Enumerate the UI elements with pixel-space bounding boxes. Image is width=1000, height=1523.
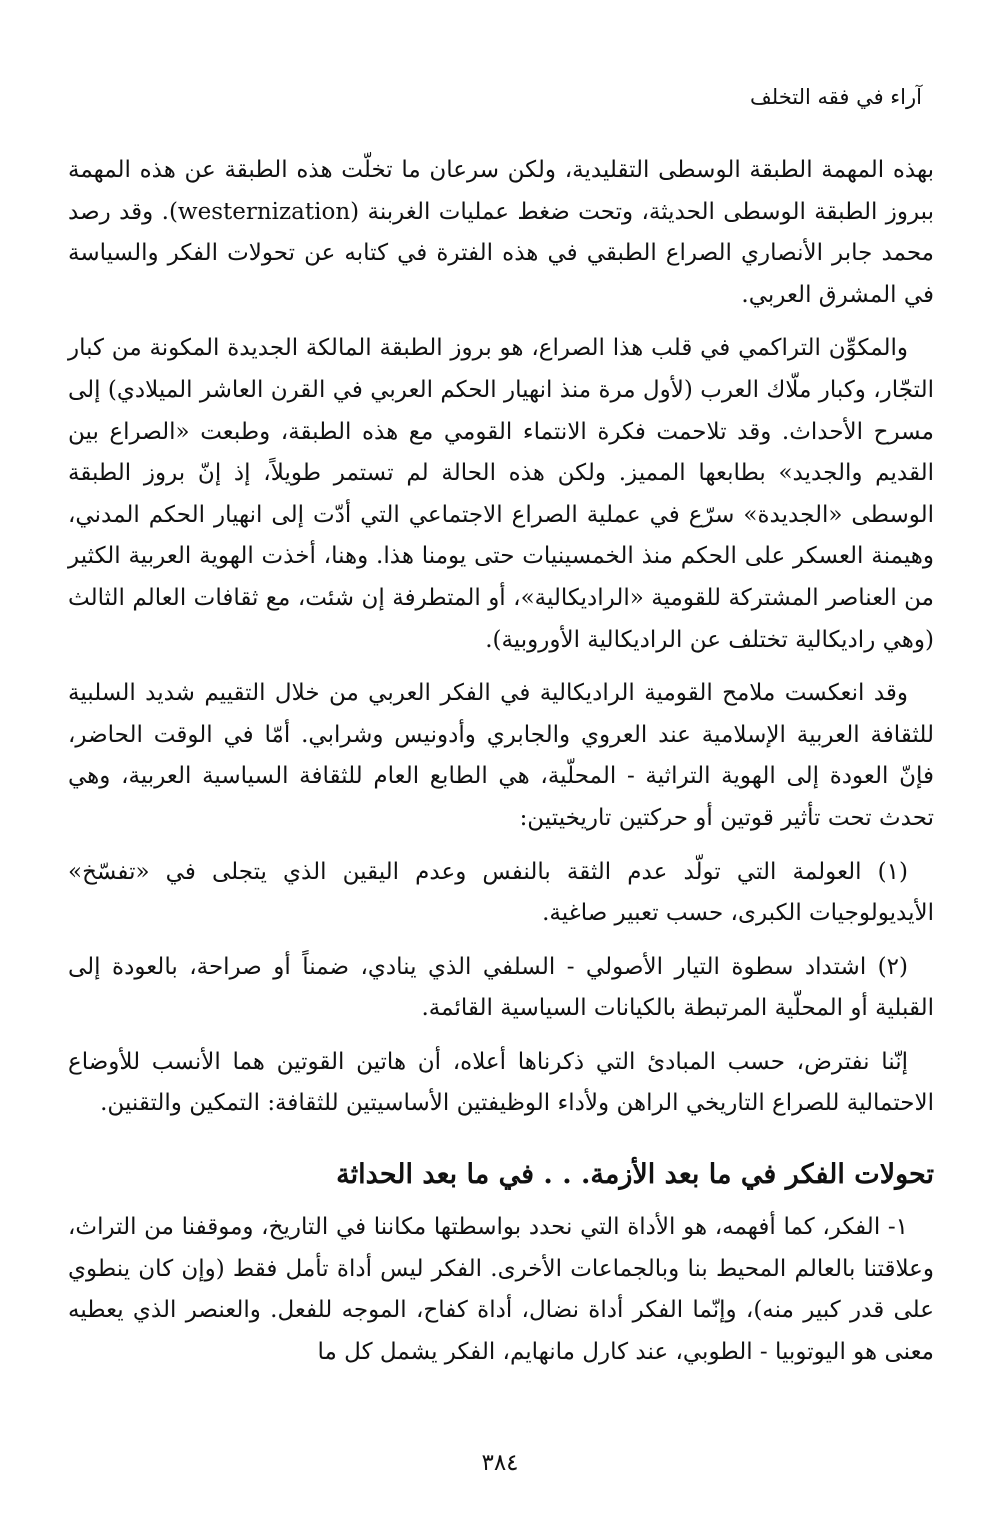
paragraph: والمكوِّن التراكمي في قلب هذا الصراع، هو بروز الطبقة المالكة الجديدة المكونة من كبار التجّار، وكبار ملّاك العرب (لأول مرة منذ انهيار الحكم العربي في القرن العاشر الميلادي) إلى مسرح الأحداث. وقد تلاحمت فكرة الانتماء القومي مع هذه الطبقة، وطبعت «الصراع بين القديم والجديد» بطابعها المميز. ولكن هذه الحالة لم تستمر طويلاً، إذ إنّ بروز الطبقة الوسطى «الجديدة» سرّع في عملية الصراع الاجتماعي التي أدّت إلى انهيار الحكم المدني، وهيمنة العسكر على الحكم منذ الخمسينيات حتى يومنا هذا. وهنا، أخذت الهوية العربية الكثير من العناصر المشتركة للقومية «الراديكالية»، أو المتطرفة إن شئت، مع ثقافات العالم الثالث (وهي راديكالية تختلف عن الراديكالية الأوروبية). <box>68 335 934 653</box>
paragraph: وقد انعكست ملامح القومية الراديكالية في الفكر العربي من خلال التقييم شديد السلبية للثقافة العربية الإسلامية عند العروي والجابري وأدونيس وشرابي. أمّا في الوقت الحاضر، فإنّ العودة إلى الهوية التراثية - المحلّية، هي الطابع العام للثقافة السياسية العربية، وهي تحدث تحت تأثير قوتين أو حركتين تاريخيتين: <box>68 680 934 831</box>
list-item-paragraph: (٢) اشتداد سطوة التيار الأصولي - السلفي الذي ينادي، ضمناً أو صراحة، بالعودة إلى القبلية أو المحلّية المرتبطة بالكيانات السياسية القائمة. <box>68 953 934 1022</box>
body-text <box>68 150 934 1385</box>
section-paragraph: ١- الفكر، كما أفهمه، هو الأداة التي نحدد بواسطتها مكاننا في التاريخ، وموقفنا من التراث، وعلاقتنا بالعالم المحيط بنا وبالجماعات الأخرى. الفكر ليس أداة تأمل فقط (وإن كان ينطوي على قدر كبير منه)، وإنّما الفكر أداة نضال، أداة كفاح، الموجه للفعل. والعنصر الذي يعطيه معنى هو اليوتوبيا - الطوبي، عند كارل مانهايم، الفكر يشمل كل ما <box>68 1214 934 1365</box>
paragraph-continuation: بهذه المهمة الطبقة الوسطى التقليدية، ولكن سرعان ما تخلّت هذه الطبقة عن هذه المهمة ببروز الطبقة الوسطى الحديثة، وتحت ضغط عمليات الغربنة (westernization). وقد رصد محمد جابر الأنصاري الصراع الطبقي في هذه الفترة في كتابه عن تحولات الفكر والسياسة في المشرق العربي. <box>68 157 934 308</box>
section-heading: تحولات الفكر في ما بعد الأزمة. . . في ما بعد الحداثة <box>336 1159 934 1191</box>
running-header: آراء في فقه التخلف <box>750 85 922 109</box>
page-number: ٣٨٤ <box>481 1450 519 1476</box>
list-item-paragraph: (١) العولمة التي تولّد عدم الثقة بالنفس وعدم اليقين الذي يتجلى في «تفسّخ» الأيديولوجيات الكبرى، حسب تعبير صاغية. <box>68 858 934 927</box>
paragraph: إنّنا نفترض، حسب المبادئ التي ذكرناها أعلاه، أن هاتين القوتين هما الأنسب للأوضاع الاحتمالية للصراع التاريخي الراهن ولأداء الوظيفتين الأساسيتين للثقافة: التمكين والتقنين. <box>68 1048 934 1117</box>
